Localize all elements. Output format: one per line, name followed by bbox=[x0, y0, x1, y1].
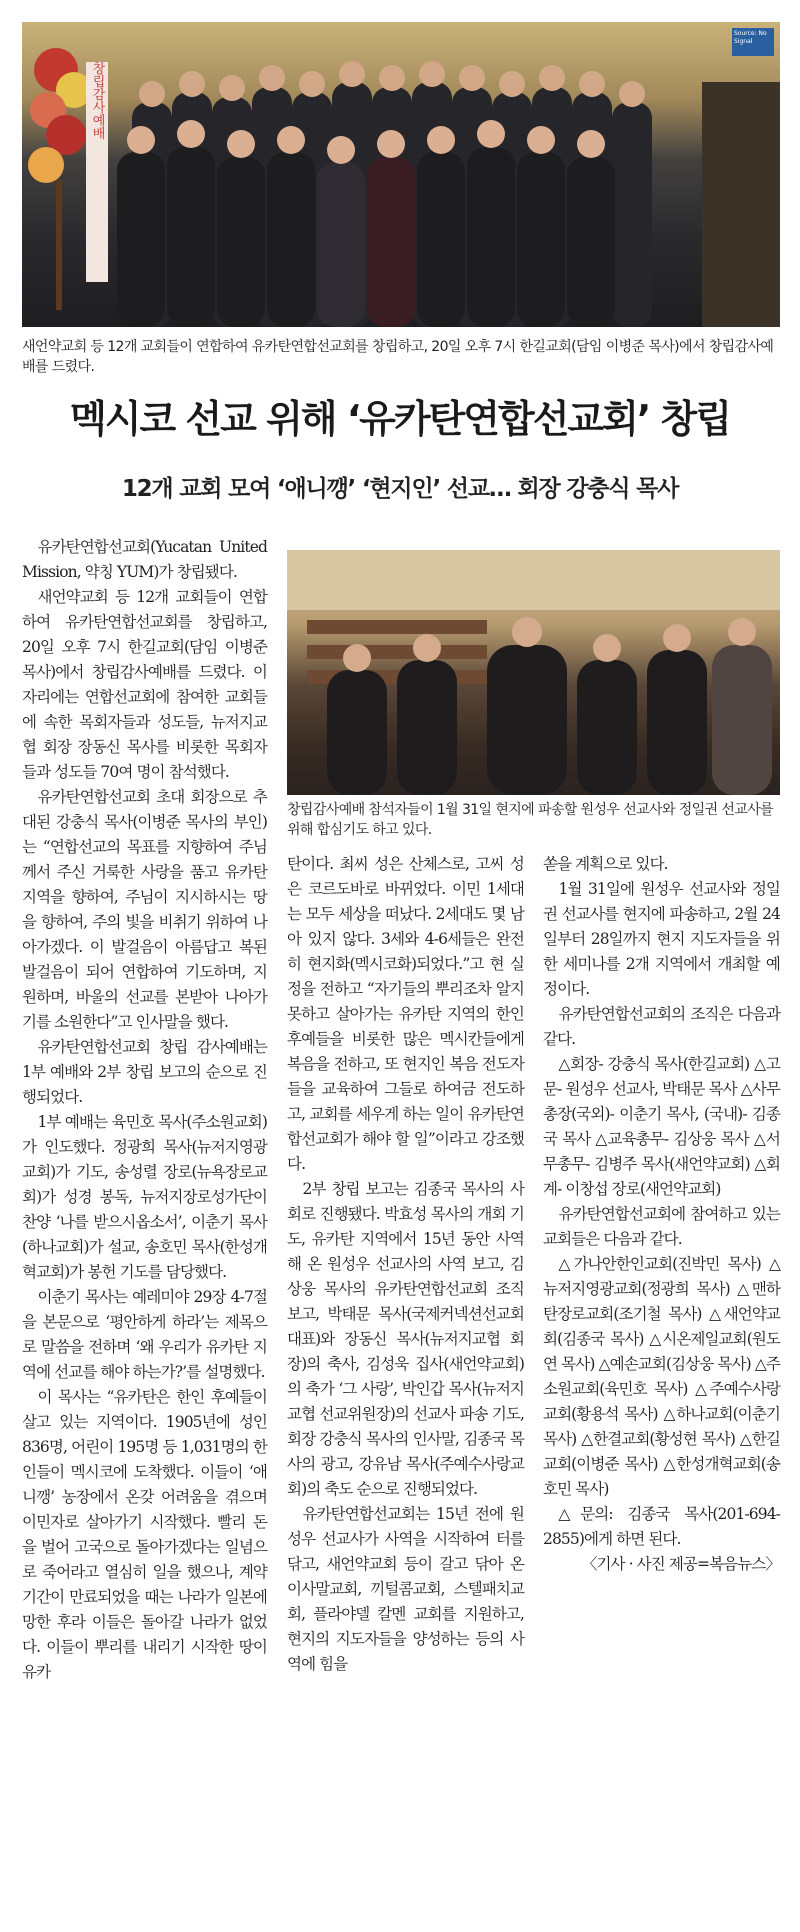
paragraph: 탄이다. 최씨 성은 산체스로, 고씨 성은 코르도바로 바뀌었다. 이민 1세대는 모두 세상을 떠났다. 2세대도 몇 남아 있지 않다. 3세와 4-6세들은 완전히 현지화(멕시코화)되었다.”고 현 실정을 전하고 “자기들의 뿌리조차 알지 못하고 살아가는 유카탄 지역의 한인 후예들을 비롯한 많은 멕시칸들에게 복음을 전하고, 또 현지인 복음 전도자들을 교육하여 그들로 하여금 전도하고, 교회를 세우게 하는 일이 유카탄연합선교회가 해야 할 일”이라고 강조했다. bbox=[287, 855, 524, 1173]
paragraph: 유카탄연합선교회에 참여하고 있는 교회들은 다음과 같다. bbox=[543, 1205, 780, 1248]
paragraph: 이춘기 목사는 예레미야 29장 4-7절을 본문으로 ‘평안하게 하라’는 제목으로 말씀을 전하며 ‘왜 우리가 유카탄 지역에 선교를 해야 하는가?’를 설명했다. bbox=[22, 1288, 267, 1381]
screen-sign: Source: No Signal bbox=[732, 28, 774, 56]
paragraph: 새언약교회 등 12개 교회들이 연합하여 유카탄연합선교회를 창립하고, 20일 오후 7시 한길교회(담임 이병준 목사)에서 창립감사예배를 드렸다. 이 자리에는 연합선교회에 참여한 교회들에 속한 목회자들과 성도들, 뉴저지교협 회장 장동신 목사를 비롯한 목회자들과 성도들 70여 명이 참석했다. bbox=[22, 588, 267, 781]
group-photo bbox=[22, 22, 780, 327]
paragraph: 1부 예배는 육민호 목사(주소원교회)가 인도했다. 정광희 목사(뉴저지영광교회)가 기도, 송성렬 장로(뉴욕장로교회)가 성경 봉독, 뉴저지장로성가단이 찬양 ‘나를 받으시옵소서’, 이춘기 목사(하나교회)가 설교, 송호민 목사(한성개혁교회)가 봉헌 기도를 담당했다. bbox=[22, 1113, 267, 1281]
group-people bbox=[22, 22, 780, 327]
paragraph: △회장- 강충식 목사(한길교회) △고문- 원성우 선교사, 박태문 목사 △사무총장(국외)- 이춘기 목사, (국내)- 김종국 목사 △교육총무- 김상웅 목사 △서무총무- 김병주 목사(새언약교회) △회계- 이창섭 장로(새언약교회) bbox=[543, 1055, 780, 1198]
paragraph: △문의: 김종국 목사(201-694-2855)에게 하면 된다. bbox=[543, 1505, 780, 1548]
paragraph: 유카탄연합선교회 창립 감사예배는 1부 예배와 2부 창립 보고의 순으로 진행되었다. bbox=[22, 1038, 267, 1106]
paragraph: 유카탄연합선교회 초대 회장으로 추대된 강충식 목사(이병준 목사의 부인)는 “연합선교의 목표를 지향하여 주님께서 주신 거룩한 사랑을 품고 유카탄 지역을 향하여, 주님이 지시하시는 땅을 향하여, 주의 빛을 비취기 위하여 나아가겠다. 이 발걸음이 아름답고 복된 발걸음이 되어 연합하여 기도하며, 지원하며, 바울의 선교를 본받아 나아가기를 소원한다”고 인사말을 했다. bbox=[22, 788, 267, 1031]
prayer-photo bbox=[287, 550, 780, 795]
paragraph: 2부 창립 보고는 김종국 목사의 사회로 진행됐다. 박효성 목사의 개회 기도, 유카탄 지역에서 15년 동안 사역해 온 원성우 선교사의 사역 보고, 김상웅 목사의 유카탄연합선교회 조직 보고, 박태문 목사(국제커넥션선교회 대표)와 장동신 목사(뉴저지교협 회장)의 축사, 김성욱 집사(새언약교회)의 축가 ‘그 사랑’, 박인갑 목사(뉴저지교협 선교위원장)의 선교사 파송 기도, 회장 강충식 목사의 인사말, 김종국 목사의 광고, 강유남 목사(주예수사랑교회)의 축도 순으로 진행되었다. bbox=[287, 1180, 524, 1498]
article-credit: 〈기사 · 사진 제공=복음뉴스〉 bbox=[581, 1555, 780, 1573]
paragraph: 유카탄연합선교회의 조직은 다음과 같다. bbox=[543, 1005, 780, 1048]
top-photo-caption: 새언약교회 등 12개 교회들이 연합하여 유카탄연합선교회를 창립하고, 20일 오후 7시 한길교회(담임 이병준 목사)에서 창립감사예배를 드렸다. bbox=[22, 339, 774, 375]
paragraph: △가나안한인교회(진박민 목사) △뉴저지영광교회(정광희 목사) △맨하탄장로교회(조기철 목사) △새언약교회(김종국 목사) △시온제일교회(원도연 목사) △예손교회(김상웅 목사) △주소원교회(육민호 목사) △주예수사랑교회(황용석 목사) △하나교회(이춘기 목사) △한결교회(황성현 목사) △한길교회(이병준 목사) △한성개혁교회(송호민 목사) bbox=[543, 1255, 780, 1498]
article-column-3 bbox=[543, 852, 780, 1577]
prayer-photo-caption: 창립감사예배 참석자들이 1월 31일 현지에 파송할 원성우 선교사와 정일권 선교사를 위해 합심기도 하고 있다. bbox=[287, 802, 774, 838]
subheadline: 12개 교회 모여 ‘애니깽’ ‘현지인’ 선교… 회장 강충식 목사 bbox=[121, 476, 679, 502]
paragraph: 쏟을 계획으로 있다. bbox=[543, 855, 668, 873]
prayer-people bbox=[287, 550, 780, 795]
paragraph: 유카탄연합선교회(Yucatan United Mission, 약칭 YUM)가 창립됐다. bbox=[22, 538, 267, 581]
svg-text:축 창립감사예배: 축 창립감사예배 bbox=[89, 62, 105, 140]
article-column-1 bbox=[22, 535, 267, 1685]
article-column-2 bbox=[287, 852, 524, 1677]
paragraph: 이 목사는 “유카탄은 한인 후예들이 살고 있는 지역이다. 1905년에 성인 836명, 어린이 195명 등 1,031명의 한인들이 멕시코에 도착했다. 이들이 ‘애니깽’ 농장에서 온갖 어려움을 겪으며 이민자로 살아가기 시작했다. 빨리 돈을 벌어 고국으로 돌아가겠다는 일념으로 죽어라고 열심히 일을 했으나, 계약 기간이 만료되었을 때는 나라가 일본에 망한 후라 이들은 돌아갈 나라가 없었다. 이들이 뿌리를 내리기 시작한 땅이 유카 bbox=[22, 1388, 267, 1681]
paragraph: 1월 31일에 원성우 선교사와 정일권 선교사를 현지에 파송하고, 2월 24일부터 28일까지 현지 지도자들을 위한 세미나를 2개 지역에서 개최할 예정이다. bbox=[543, 880, 780, 998]
paragraph: 유카탄연합선교회는 15년 전에 원성우 선교사가 사역을 시작하여 터를 닦고, 새언약교회 등이 갈고 닦아 온 이사말교회, 끼털콤교회, 스텔패치교회, 플라야델 칼멘 교회를 지원하고, 현지의 지도자들을 양성하는 등의 사역에 힘을 bbox=[287, 1505, 524, 1673]
headline: 멕시코 선교 위해 ‘유카탄연합선교회’ 창립 bbox=[70, 397, 730, 441]
